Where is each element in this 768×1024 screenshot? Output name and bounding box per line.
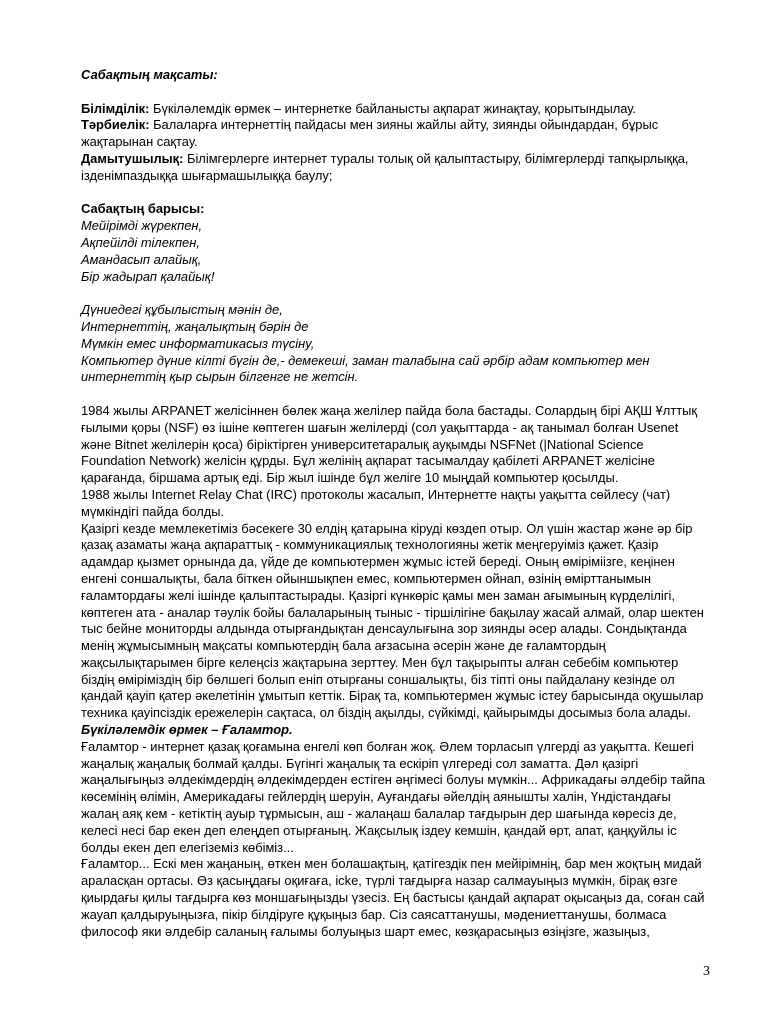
lesson-progress-title: Сабақтың барысы:	[81, 201, 205, 217]
goal-upbringing-label: Тәрбиелік:	[81, 117, 150, 133]
goal-educational	[81, 101, 711, 118]
paragraph-galamtor-2: Ғаламтор... Ескі мен жаңаның, өткен мен болашақтың, қатігездік пен мейірімнің, бар мен жоқтың мидай араласқан ортасы. Өз қасыңдағы оқиғаға, ісke, түрлі тағдырға назар салмауыңыз мүмкін, бірақ өзге қиырдағы қилы тағдырға көз моншағыңызды үзесіз. Ең бастысы қандай ақпарат оқысаңыз да, соған сай жауап қалдыруыңызға, пікір білдіруге құқыңыз бар. Сіз саясаттанушы, мәдениеттанушы, болмаса философ яки әлдебір саланың ғалымы болуыңыз шарт емес, көзқарасыңыз өзіңізге, жазыңыз,	[81, 856, 705, 939]
paragraph-irc: 1988 жылы Internet Relay Chat (IRC) протоколы жасалып, Интернетте нақты уақытта сөйлесу (чат) мүмкіндігі пайда болды.	[81, 486, 671, 519]
goal-upbringing-text: Балаларға интернеттің пайдасы мен зияны жайлы айту, зиянды ойындардан, бұрыс жақтарынан сақтау.	[81, 117, 659, 150]
spacer	[81, 84, 711, 101]
spacer	[81, 386, 711, 403]
spacer	[81, 185, 711, 202]
poem-line: Мейірімді жүрекпен,	[81, 218, 203, 234]
goal-developmental-text: Білімгерлерге интернет туралы толық ой қалыптастыру, білімгерлерді тапқырлыққа, ізденімпаздыққа шығармашылыққа баулу;	[81, 150, 689, 183]
lesson-goal-title: Сабақтың мақсаты:	[81, 67, 218, 82]
goal-upbringing	[81, 117, 711, 151]
paragraph-galamtor: Ғаламтор - интернет қазақ қоғамына енгелі көп болған жоқ. Әлем торласып үлгерді аз уақытта. Кешегі жаңалық жаңалық болмай қалды. Бүгінгі жаңалық та ескіріп үлгереді сол заматта. Дәл қазіргі жаңалығыңыз әлдекімдердің әлдекімдерден естіген әңгімесі болуы мүмкін... Африкадағы әлдебір тайпа көсемінің өлімін, Америкадағы гейлердің шеруін, Ауғандағы әйелдің аянышты халін, Үндістандағы жалаң аяқ кем - кетіктің ауыр тұрмысын, аш - жалаңаш балалар тағдырын дер шағында көресіз де, келесі несі бар екен деп елеңдеп отырғаның. Жақсылық іздеу кемшін, қандай өрт, апат, қаңқуйлы іс болды екен деп елегіземіз көбіміз...	[81, 738, 706, 855]
paragraph-state: Қазіргі кезде мемлекетіміз бәсекеге 30 елдің қатарына кіруді көздеп отыр. Ол үшін жастар және әр бір қазақ азаматы жаңа ақпараттық - коммуникациялық технологияны жетік меңгеруіміз қажет. Қазір адамдар қызмет орнында да, үйде де компьютермен жұмыс істей береді. Оның өміріміізге, кеңінен енгені соншалықты, бала біткен ойыншықпен емес, компьютермен ойнап, өзінің өмірттанымын ғаламтордағы желі ішінде қалыптастырады. Қазіргі күнкөріс қамы мен заман ағымының күрделілігі, көптеген ата - аналар тәулік бойы балаларының тыныс - тіршілігіне бақылау жасай алмай, олар шектен тыс бейне мониторды алдында отырғандықтан денсаулығына зор зиянды әсер алады. Сондықтанда менің жұмысымның мақсаты компьютердің бала ағзасына әсерін және де ғаламтордың жақсылықтарымен бірге келеңсіз жақтарына зерттеу. Мен бұл тақырыпты алған себебім компьютер біздің өміріміздің бір бөлшегі болып еніп отырғаны соншалықты, біз тіпті оны пайдалану кезінде ол қандай қауіп қатер әкелетінін ұмытып кеттік. Бірақ та, компьютермен жұмыс істеу барысында оқушылар техника қауіпсіздік ережелерін сақтаса, ол біздің ақылды, сүйкімді, қайырымды досымыз бола алады.	[81, 520, 704, 721]
poem-line: Компьютер дүние кілті бүгін де,- демекеші, заман талабына сай әрбір адам компьютер мен интернеттің қыр сырын білгенге не жетсін.	[81, 352, 650, 385]
poem-line: Дүниедегі құбылыстың мәнін де,	[81, 302, 283, 318]
spacer	[81, 285, 711, 302]
paragraph-arpanet: 1984 жылы ARPANET желісіннен бөлек жаңа желілер пайда бола бастады. Солардың бірі АҚШ Ұлттық ғылыми қоры (NSF) өз ішіне көптеген шағын желілерді (сол уақыттарда - ақ танымал болған Usenet және Bitnet желілерін қоса) біріктірген университетаралық ауқымды NSFNet (|National Science Foundation Network) желісін құрды. Бұл желінің ақпарат тасымалдау қабілеті ARPANET желісіне қарағанда, біршама артық еді. Бір жыл ішінде бұл желіге 10 мыңдай компьютер қосылды.	[81, 402, 698, 486]
document-body	[81, 67, 711, 940]
poem-line: Интернеттің, жаңалықтың бәрін де	[81, 318, 309, 334]
goal-developmental-label: Дамытушылық:	[81, 150, 184, 166]
poem-line: Бір жадырап қалайық!	[81, 268, 215, 284]
poem-line: Ақпейілді тілекпен,	[81, 234, 200, 250]
section-subtitle: Бүкіләлемдік өрмек – Ғаламтор.	[81, 722, 293, 738]
poem-line: Амандасып алайық,	[81, 251, 202, 267]
goal-developmental	[81, 151, 711, 185]
goal-educational-label: Білімділік:	[81, 100, 150, 116]
page-number: 3	[703, 964, 710, 979]
poem-line: Мүмкін емес информатикасыз түсіну,	[81, 335, 315, 351]
goal-educational-text: Бүкіләлемдік өрмек – интернетке байланысты ақпарат жинақтау, қорытындылау.	[149, 100, 637, 116]
